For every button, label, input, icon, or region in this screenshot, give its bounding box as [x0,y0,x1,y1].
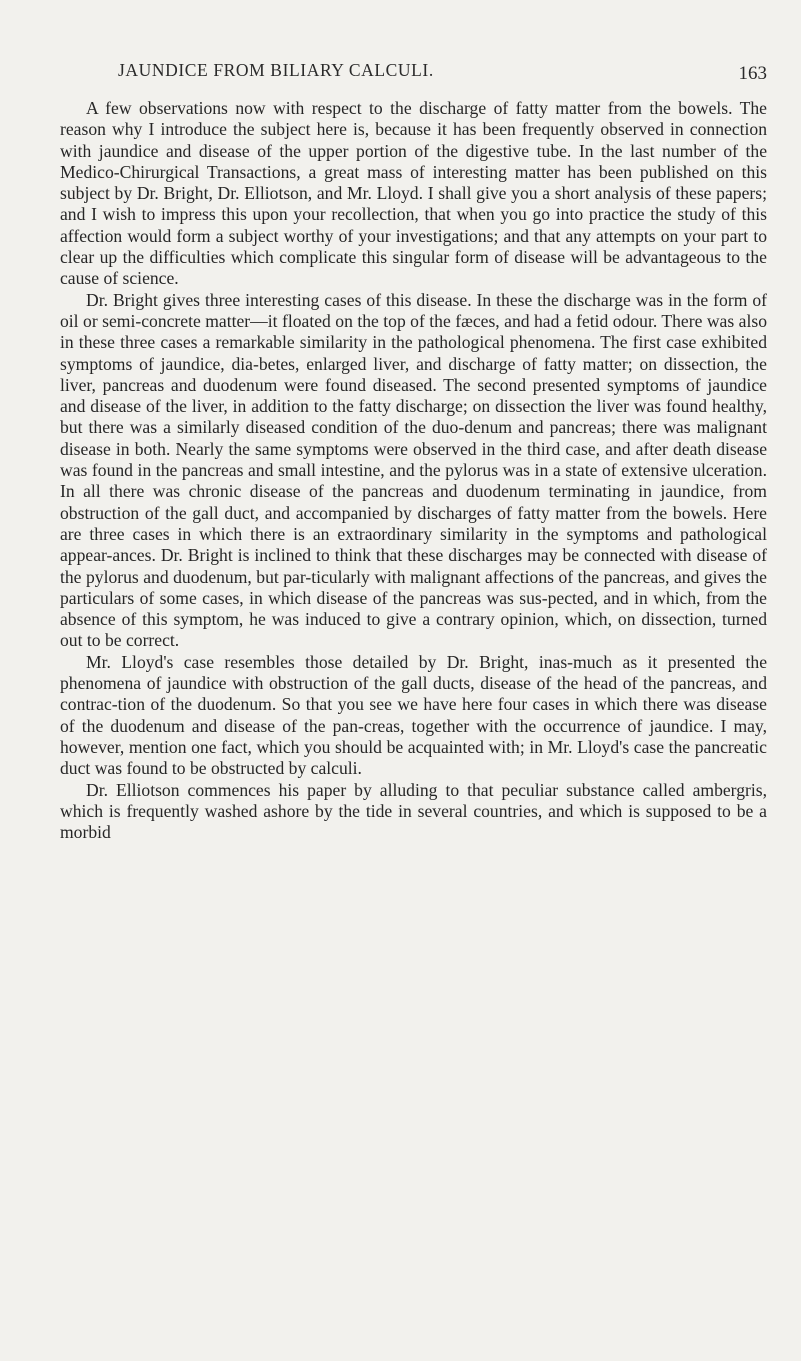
paragraph-fatty-discharge-intro: A few observations now with respect to the discharge of fatty matter from the bowels. The reason why I introduce the subject here is, because it has been frequently observed in connection with jaundice and disease of the upper portion of the digestive tube. In the last number of the Medico-Chirurgical Transactions, a great mass of interesting matter has been published on this subject by Dr. Bright, Dr. Elliotson, and Mr. Lloyd. I shall give you a short analysis of these papers; and I wish to impress this upon your recollection, that when you go into practice the study of this affection would form a subject worthy of your investigations; and that any attempts on your part to clear up the difficulties which complicate this singular form of disease will be advantageous to the cause of science. [60,98,767,289]
paragraph-dr-bright-cases: Dr. Bright gives three interesting cases of this disease. In these the discharge was in the form of oil or semi-concrete matter—it floated on the top of the fæces, and had a fetid odour. There was also in these three cases a remarkable similarity in the pathological phenomena. The first case exhibited symptoms of jaundice, dia-betes, enlarged liver, and discharge of fatty matter; on dissection, the liver, pancreas and duodenum were found diseased. The second presented symptoms of jaundice and disease of the liver, in addition to the fatty discharge; on dissection the liver was found healthy, but there was a similarly diseased condition of the duo-denum and pancreas; there was malignant disease in both. Nearly the same symptoms were observed in the third case, and after death disease was found in the pancreas and small intestine, and the pylorus was in a state of extensive ulceration. In all there was chronic disease of the pancreas and duodenum terminating in jaundice, from obstruction of the gall duct, and accompanied by discharges of fatty matter from the bowels. Here are three cases in which there is an extraordinary similarity in the symptoms and pathological appear-ances. Dr. Bright is inclined to think that these discharges may be connected with disease of the pylorus and duodenum, but par-ticularly with malignant affections of the pancreas, and gives the particulars of some cases, in which disease of the pancreas was sus-pected, and in which, from the absence of this symptom, he was induced to give a contrary opinion, which, on dissection, turned out to be correct. [60,289,767,651]
paragraph-dr-elliotson-paper: Dr. Elliotson commences his paper by alluding to that peculiar substance called ambergris, which is frequently washed ashore by the tide in several countries, and which is supposed to be a morbid [60,779,767,843]
page-number: 163 [738,63,767,84]
paragraph-mr-lloyd-case: Mr. Lloyd's case resembles those detailed by Dr. Bright, inas-much as it presented the phenomena of jaundice with obstruction of the gall ducts, disease of the head of the pancreas, and contrac-tion of the duodenum. So that you see we have here four cases in which there was disease of the duodenum and disease of the pan-creas, together with the occurrence of jaundice. I may, however, mention one fact, which you should be acquainted with; in Mr. Lloyd's case the pancreatic duct was found to be obstructed by calculi. [60,651,767,779]
running-title: JAUNDICE FROM BILIARY CALCULI. [118,60,434,80]
page-header [118,60,768,86]
body-text [60,98,767,843]
